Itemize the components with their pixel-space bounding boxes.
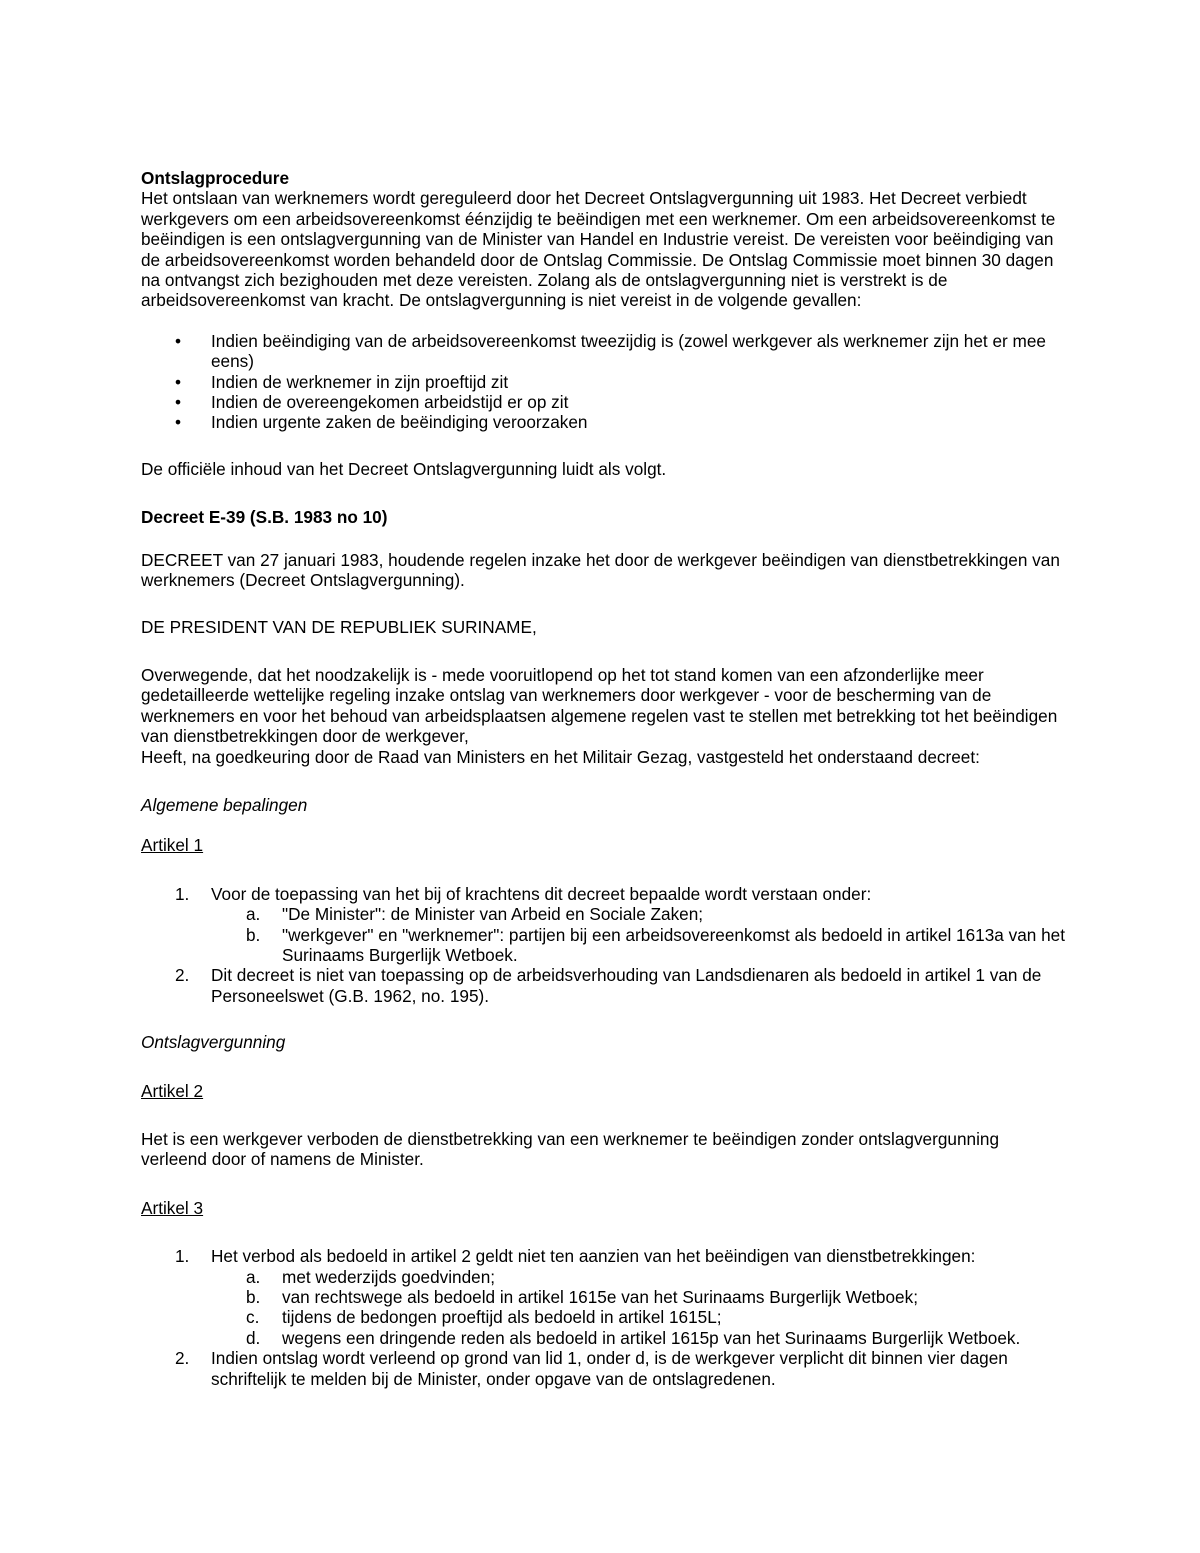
list-item <box>141 1267 1066 1287</box>
item-text: "De Minister": de Minister van Arbeid en Sociale Zaken; <box>282 904 704 925</box>
considering-paragraph: Overwegende, dat het noodzakelijk is - mede vooruitlopend op het tot stand komen van een afzonderlijke meer gedetailleerde wettelijke regeling inzake ontslag van werknemers door werkgever - voor de bescherming van de werknemers en voor het behoud van arbeidsplaatsen algemene regelen vast te stellen met betrekking tot het beëindigen van dienstbetrekkingen door de werkgever, <box>141 664 1058 747</box>
item-letter: c. <box>246 1307 260 1328</box>
intro-paragraph: Het ontslaan van werknemers wordt gereguleerd door het Decreet Ontslagvergunning uit 1983. Het Decreet verbiedt werkgevers om een arbeidsovereenkomst éénzijdig te beëindigen met een werknemer. Om een arbeidsovereenkomst te beëindigen is een ontslagvergunning van de Minister van Handel en Industrie vereist. De vereisten voor beëindiging van de arbeidsovereenkomst worden behandeld door de Ontslag Commissie. De Ontslag Commissie moet binnen 30 dagen na ontvangst zich bezighouden met deze vereisten. Zolang als de ontslagvergunning niet is verstrekt is de arbeidsovereenkomst van kracht. De ontslagvergunning is niet vereist in de volgende gevallen: <box>141 188 1056 311</box>
item-text: Indien ontslag wordt verleend op grond van lid 1, onder d, is de werkgever verplicht dit binnen vier dagen schriftelijk te melden bij de Minister, onder opgave van de ontslagredenen. <box>211 1348 1008 1389</box>
article-2-text: Het is een werkgever verboden de dienstbetrekking van een werknemer te beëindigen zonder ontslagvergunning verleend door of namens de Minister. <box>141 1129 1000 1170</box>
bullet-icon: • <box>175 371 182 392</box>
item-letter: b. <box>246 924 261 945</box>
item-text: Voor de toepassing van het bij of krachtens dit decreet bepaalde wordt verstaan onder: <box>211 883 872 904</box>
sub-list <box>141 1267 1066 1349</box>
list-item: • Indien de werknemer in zijn proeftijd zit <box>175 371 509 392</box>
item-text: wegens een dringende reden als bedoeld in artikel 1615p van het Surinaams Burgerlijk Wetboek. <box>282 1327 1021 1348</box>
exception-list <box>141 331 1066 433</box>
section-title: Ontslagvergunning <box>141 1032 286 1053</box>
list-item <box>141 1246 1066 1348</box>
sub-list <box>141 904 1066 965</box>
item-text: van rechtswege als bedoeld in artikel 1615e van het Surinaams Burgerlijk Wetboek; <box>282 1287 918 1308</box>
bullet-icon: • <box>175 330 182 351</box>
list-item: • Indien de overeengekomen arbeidstijd er op zit <box>175 392 569 413</box>
item-text: "werkgever" en "werknemer": partijen bij een arbeidsovereenkomst als bedoeld in artikel 1613a van het Surinaams Burgerlijk Wetboek. <box>282 924 1065 965</box>
list-item <box>141 904 1066 924</box>
list-item <box>141 1348 1066 1389</box>
item-number: 1. <box>175 883 190 904</box>
list-item <box>141 925 1066 966</box>
list-item <box>141 1307 1066 1327</box>
decree-title: Decreet E-39 (S.B. 1983 no 10) <box>141 507 388 528</box>
article-heading: Artikel 1 <box>141 835 204 856</box>
bullet-icon: • <box>175 412 182 433</box>
item-text: Het verbod als bedoeld in artikel 2 geldt niet ten aanzien van het beëindigen van dienstbetrekkingen: <box>211 1246 976 1267</box>
item-number: 2. <box>175 965 190 986</box>
section-heading: Ontslagprocedure <box>141 168 290 188</box>
item-number: 2. <box>175 1348 190 1369</box>
closing-paragraph: De officiële inhoud van het Decreet Ontslagvergunning luidt als volgt. <box>141 458 667 479</box>
list-item: • Indien urgente zaken de beëindiging veroorzaken <box>175 412 588 433</box>
list-item: • Indien beëindiging van de arbeidsovereenkomst tweezijdig is (zowel werkgever als werknemer zijn het er mee eens) <box>175 330 1046 372</box>
bullet-icon: • <box>175 392 182 413</box>
list-item <box>141 884 1066 966</box>
enacted-paragraph: Heeft, na goedkeuring door de Raad van Ministers en het Militair Gezag, vastgesteld het onderstaand decreet: <box>141 746 980 767</box>
list-item <box>141 1328 1066 1348</box>
item-text: met wederzijds goedvinden; <box>282 1266 496 1287</box>
article-1-list <box>141 884 1066 1006</box>
president-line: DE PRESIDENT VAN DE REPUBLIEK SURINAME, <box>141 616 537 637</box>
item-number: 1. <box>175 1246 190 1267</box>
item-text: tijdens de bedongen proeftijd als bedoeld in artikel 1615L; <box>282 1307 722 1328</box>
section-title: Algemene bepalingen <box>141 794 308 815</box>
decree-preamble: DECREET van 27 januari 1983, houdende regelen inzake het door de werkgever beëindigen van dienstbetrekkingen van werknemers (Decreet Ontslagvergunning). <box>141 549 1060 591</box>
list-item <box>141 965 1066 1006</box>
item-letter: a. <box>246 1266 261 1287</box>
item-letter: b. <box>246 1287 261 1308</box>
article-3-list <box>141 1246 1066 1389</box>
article-heading: Artikel 3 <box>141 1197 204 1218</box>
item-letter: a. <box>246 904 261 925</box>
item-text: Dit decreet is niet van toepassing op de arbeidsverhouding van Landsdienaren als bedoeld in artikel 1 van de Personeelswet (G.B. 1962, no. 195). <box>211 965 1042 1006</box>
article-heading: Artikel 2 <box>141 1080 204 1101</box>
list-item <box>141 1287 1066 1307</box>
item-letter: d. <box>246 1327 261 1348</box>
document-page <box>141 168 1066 1389</box>
